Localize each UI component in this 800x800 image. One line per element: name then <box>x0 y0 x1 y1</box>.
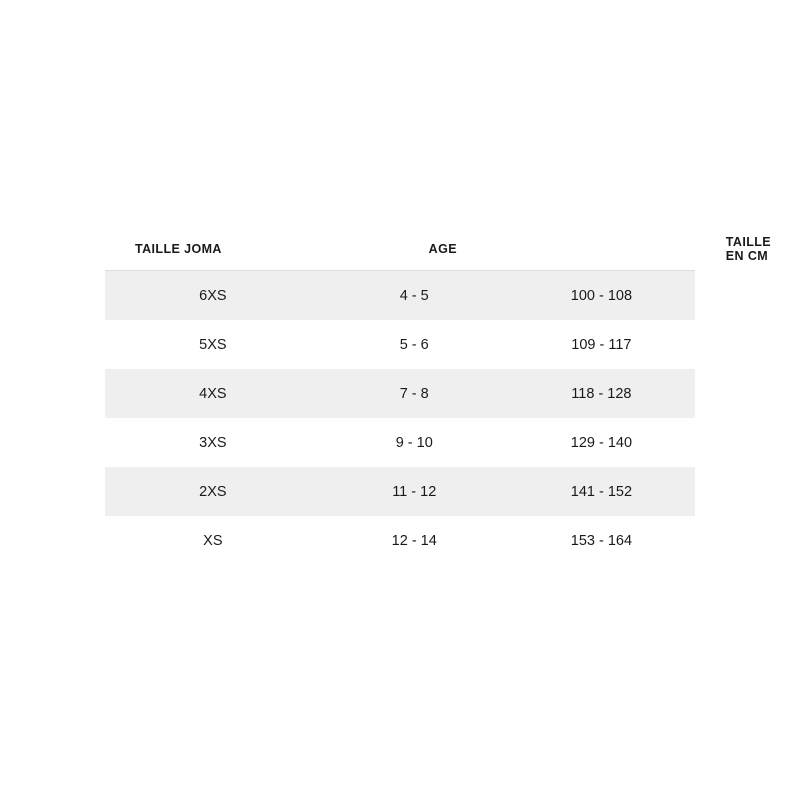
cell-size: XS <box>105 516 321 565</box>
cell-height: 141 - 152 <box>508 467 695 516</box>
cell-height: 153 - 164 <box>508 516 695 565</box>
column-header-age-label: AGE <box>428 242 457 256</box>
cell-age: 11 - 12 <box>321 467 508 516</box>
table-header-row <box>105 228 695 271</box>
cell-age: 4 - 5 <box>321 271 508 321</box>
column-header-age <box>321 228 508 271</box>
cell-size: 5XS <box>105 320 321 369</box>
cell-age: 5 - 6 <box>321 320 508 369</box>
cell-size: 6XS <box>105 271 321 321</box>
table-row <box>105 467 695 516</box>
table-row <box>105 418 695 467</box>
column-header-size <box>105 228 321 271</box>
cell-size: 2XS <box>105 467 321 516</box>
cell-height: 118 - 128 <box>508 369 695 418</box>
cell-age: 9 - 10 <box>321 418 508 467</box>
cell-size: 4XS <box>105 369 321 418</box>
cell-age: 12 - 14 <box>321 516 508 565</box>
cell-height: 109 - 117 <box>508 320 695 369</box>
size-chart-table <box>105 228 772 565</box>
cell-age: 7 - 8 <box>321 369 508 418</box>
table-body <box>105 271 695 566</box>
cell-height: 129 - 140 <box>508 418 695 467</box>
column-header-height <box>508 228 772 271</box>
cell-size: 3XS <box>105 418 321 467</box>
cell-height: 100 - 108 <box>508 271 695 321</box>
column-header-size-label: TAILLE JOMA <box>135 242 222 256</box>
table-row <box>105 516 695 565</box>
table-header <box>105 228 772 271</box>
column-header-height-label: TAILLE EN CM <box>725 235 772 263</box>
size-chart-container <box>105 228 772 565</box>
table-row <box>105 369 695 418</box>
table-row <box>105 271 695 321</box>
table-row <box>105 320 695 369</box>
